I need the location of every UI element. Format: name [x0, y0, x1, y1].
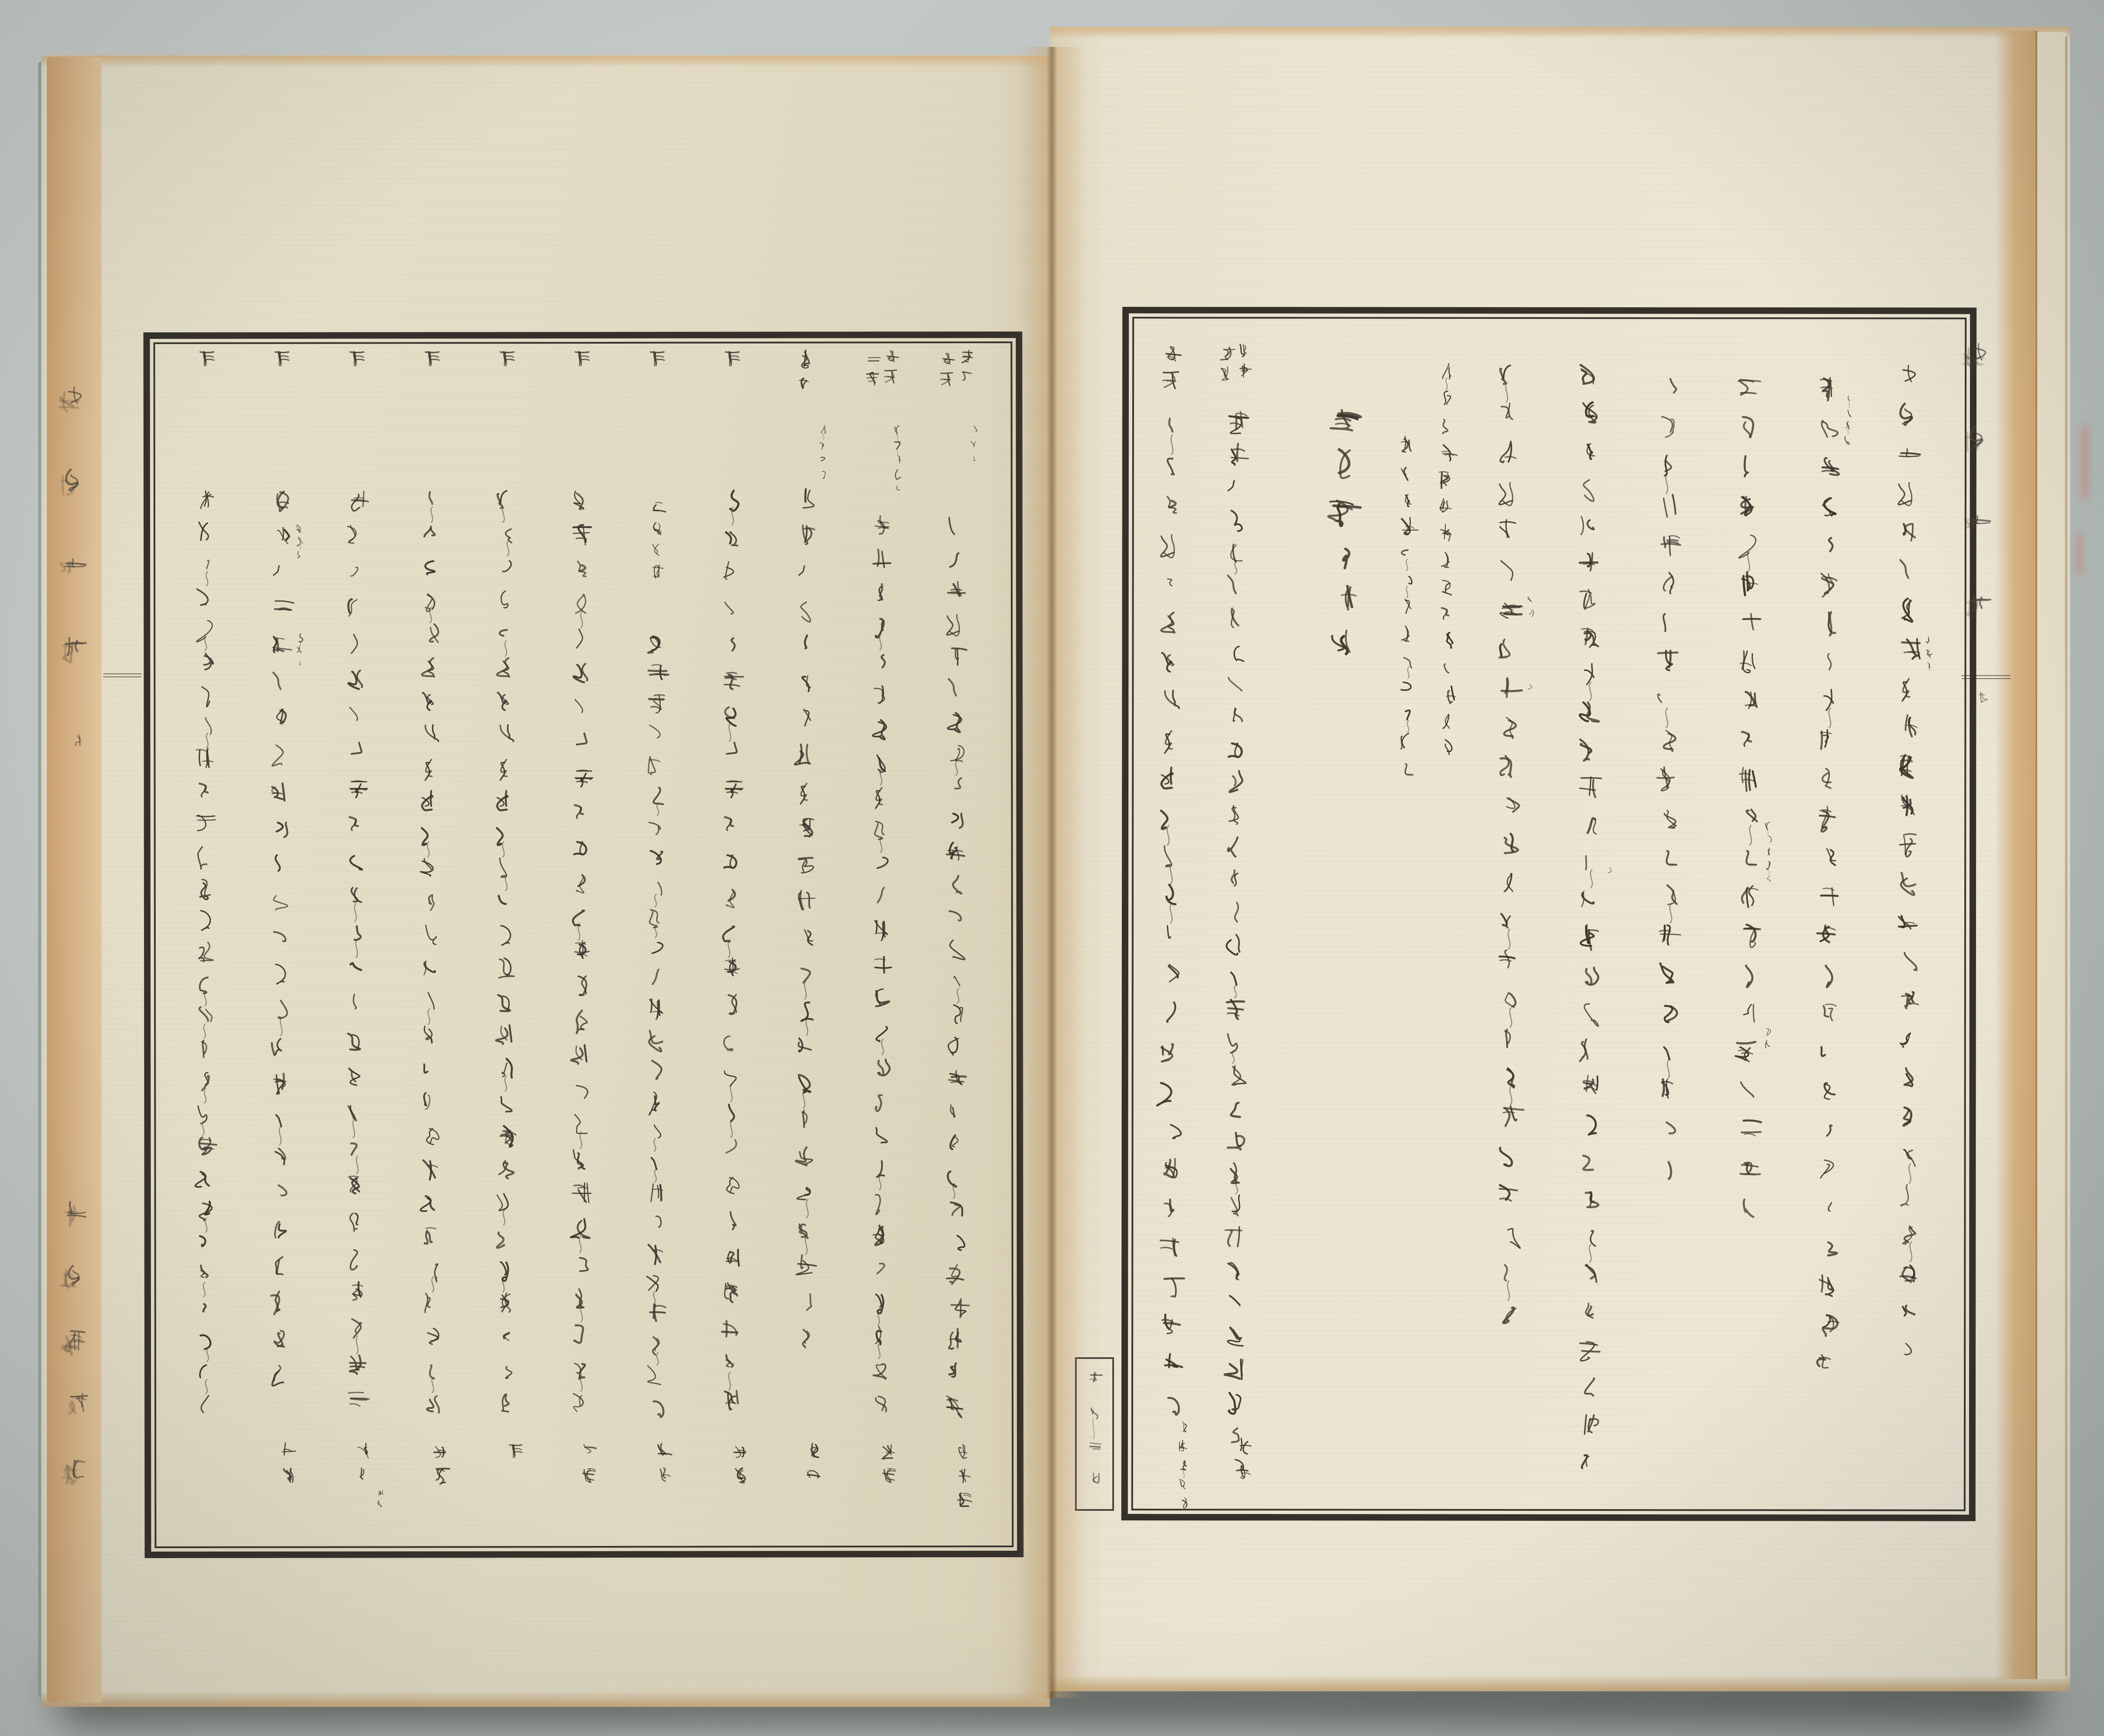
right-fore-edge-fold	[1995, 30, 2038, 1679]
poet-attribution-script	[1171, 1419, 1197, 1527]
furigana-script	[1520, 683, 1539, 705]
anthology-header-script	[857, 350, 887, 404]
poet-attribution-script	[648, 1441, 682, 1506]
kana-note-script	[888, 423, 909, 508]
kana-note-script	[964, 423, 984, 478]
furigana-script	[1760, 820, 1779, 895]
poem-body-script	[484, 486, 529, 1446]
right-page-bottom-edge	[1050, 1675, 2070, 1691]
margin-mark-script	[64, 732, 90, 763]
poem-body-script	[334, 486, 379, 1446]
margin-title-script	[1955, 338, 2003, 696]
furigana-script	[290, 632, 309, 680]
anthology-header-script	[932, 350, 962, 404]
poem-body-script	[634, 629, 679, 1446]
poet-attribution-script	[1228, 1436, 1262, 1502]
furigana-script	[1919, 634, 1938, 683]
poet-attribution-script	[573, 1441, 607, 1506]
poem-body-script	[1485, 360, 1534, 1361]
margin-mark-script	[1969, 689, 1995, 719]
anthology-header-script	[1212, 345, 1242, 399]
sub-label-script	[642, 499, 671, 597]
furigana-script	[1600, 866, 1619, 889]
anthology-header-script	[562, 347, 600, 392]
attribution-note-script	[374, 1488, 389, 1517]
left-margin-divider	[103, 673, 141, 674]
poet-attribution-script	[272, 1441, 307, 1506]
anthology-header-script	[637, 347, 675, 392]
red-smudge-bottom	[2076, 534, 2083, 575]
poet-attribution-script	[948, 1441, 983, 1531]
poem-body-script	[1884, 360, 1933, 1400]
note-column-left-script	[1388, 434, 1426, 803]
left-page-top-edge	[41, 56, 1050, 67]
poet-attribution-script	[723, 1441, 757, 1506]
anthology-header-script	[412, 347, 450, 392]
page-number-script	[1079, 1369, 1110, 1520]
left-page-bottom-edge	[41, 1691, 1050, 1707]
poem-body-script	[784, 486, 829, 1383]
margin-title-script	[50, 382, 99, 739]
anthology-header-script	[1152, 342, 1190, 413]
anthology-header-script	[487, 347, 525, 392]
right-page-outer-edge	[2037, 32, 2068, 1679]
colophon-script	[55, 1198, 98, 1540]
furigana-script	[1520, 594, 1539, 630]
page-number-box	[1075, 1357, 1114, 1511]
poem-body-script	[1805, 373, 1853, 1413]
right-page-top-edge	[1050, 27, 2070, 38]
poet-attribution-script	[498, 1441, 532, 1482]
note-column-right-script	[1428, 360, 1466, 783]
poem-body-script	[1725, 373, 1773, 1257]
anthology-header-script	[187, 347, 225, 392]
poet-attribution-script	[873, 1441, 908, 1506]
poem-body-script	[1212, 408, 1261, 1508]
poem-body-script	[709, 486, 754, 1446]
poem-body-script	[559, 486, 604, 1446]
furigana-script	[1760, 1026, 1779, 1062]
kana-note-script	[813, 423, 834, 493]
poem-body-script	[1147, 412, 1196, 1452]
poet-attribution-script	[423, 1441, 457, 1506]
poem-body-script	[934, 512, 979, 1446]
anthology-header-script	[787, 347, 826, 418]
furigana-script	[1839, 394, 1858, 455]
poem-body-script	[1565, 360, 1614, 1508]
anthology-header-script	[337, 347, 375, 392]
furigana-script	[290, 522, 309, 571]
poem-body-script	[259, 486, 304, 1420]
right-page-edge-rim	[2065, 36, 2068, 1677]
red-smudge-top	[2081, 425, 2089, 499]
anthology-header-script	[262, 347, 300, 392]
anthology-header-script	[712, 347, 750, 392]
poem-body-script	[184, 486, 229, 1446]
poem-body-script	[859, 512, 904, 1446]
poem-body-script	[1645, 373, 1694, 1217]
poem-body-script	[409, 486, 454, 1446]
poet-attribution-script	[798, 1441, 832, 1506]
section-heading-script	[1313, 399, 1377, 702]
